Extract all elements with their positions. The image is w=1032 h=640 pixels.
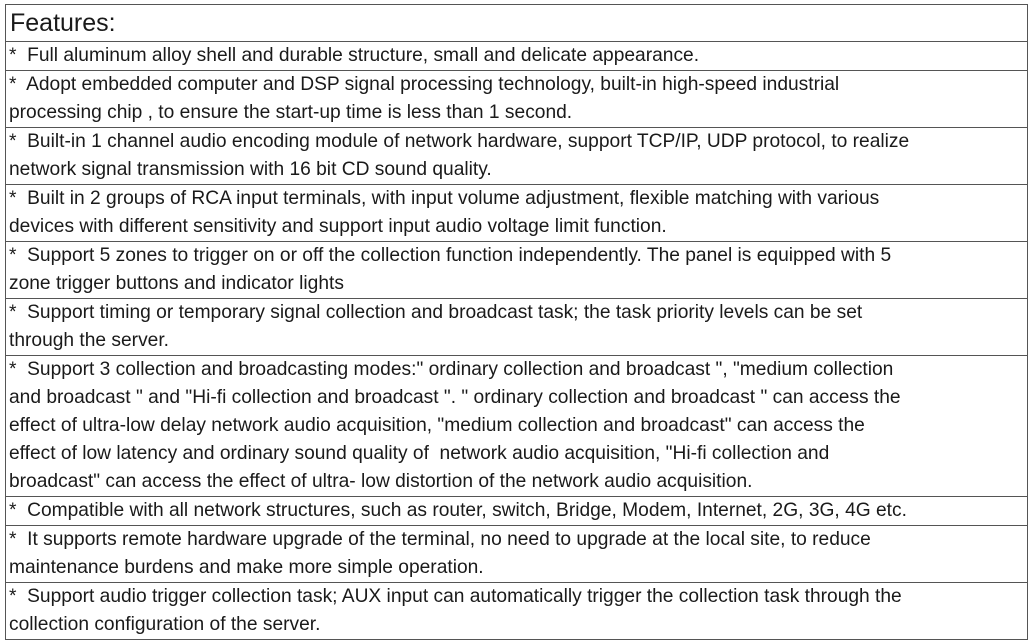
table-row (6, 71, 1028, 128)
feature-item: * Support audio trigger collection task; AUX input can automatically trigger the collection task through the collection configuration of the server. (6, 583, 1028, 640)
feature-item: * Built in 2 groups of RCA input terminals, with input volume adjustment, flexible matching with various devices with different sensitivity and support input audio voltage limit function. (6, 185, 1028, 242)
feature-item: * Full aluminum alloy shell and durable structure, small and delicate appearance. (6, 42, 1028, 71)
feature-item: * Adopt embedded computer and DSP signal processing technology, built-in high-speed industrial processing chip , to ensure the start-up time is less than 1 second. (6, 71, 1028, 128)
feature-item: * Compatible with all network structures, such as router, switch, Bridge, Modem, Internet, 2G, 3G, 4G etc. (6, 497, 1028, 526)
features-title: Features: (6, 5, 1028, 42)
table-row (6, 242, 1028, 299)
table-row (6, 299, 1028, 356)
features-table (5, 4, 1028, 640)
table-row (6, 128, 1028, 185)
feature-item: * Support 3 collection and broadcasting modes:" ordinary collection and broadcast ", "medium collection and broadcast " and "Hi-fi collection and broadcast ". " ordinary collection and broadcast " can access the effect of ultra-low delay network audio acquisition, "medium collection and broadcast" can access the effect of low latency and ordinary sound quality of network audio acquisition, "Hi-fi collection and broadcast" can access the effect of ultra- low distortion of the network audio acquisition. (6, 356, 1028, 497)
feature-item: * Support timing or temporary signal collection and broadcast task; the task priority levels can be set through the server. (6, 299, 1028, 356)
feature-item: * It supports remote hardware upgrade of the terminal, no need to upgrade at the local site, to reduce maintenance burdens and make more simple operation. (6, 526, 1028, 583)
table-row (6, 497, 1028, 526)
table-header-row (6, 5, 1028, 42)
feature-item: * Support 5 zones to trigger on or off the collection function independently. The panel is equipped with 5 zone trigger buttons and indicator lights (6, 242, 1028, 299)
table-row (6, 185, 1028, 242)
table-row (6, 42, 1028, 71)
table-row (6, 583, 1028, 640)
feature-item: * Built-in 1 channel audio encoding module of network hardware, support TCP/IP, UDP protocol, to realize network signal transmission with 16 bit CD sound quality. (6, 128, 1028, 185)
table-row (6, 356, 1028, 497)
table-row (6, 526, 1028, 583)
